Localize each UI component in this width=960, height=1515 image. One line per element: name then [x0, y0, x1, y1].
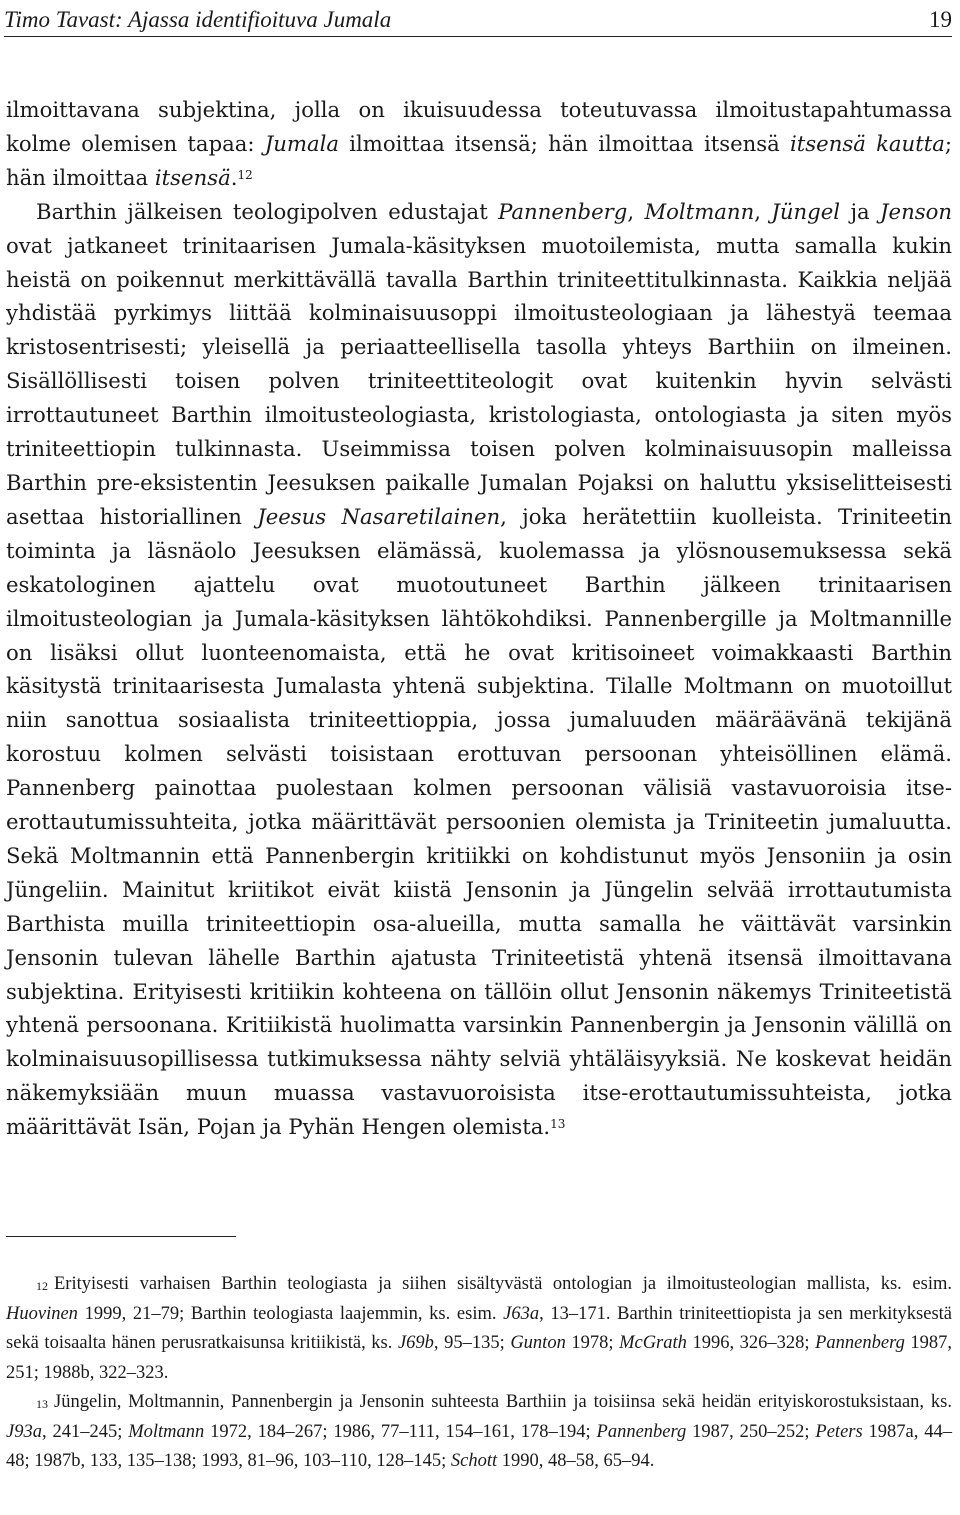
- footnotes: [6, 1270, 952, 1477]
- italic-run: Pannenberg: [498, 198, 628, 224]
- text-run: Erityisesti varhaisen Barthin teologiasta ja siihen sisältyvästä ontologian ja ilmoitusteologian mallista, ks. esim.: [54, 1274, 952, 1294]
- text-run: ; hän ilmoittaa: [6, 130, 952, 190]
- italic-run: Jüngel: [771, 198, 841, 224]
- italic-run: J93a: [6, 1421, 42, 1442]
- footnote-12: [6, 1270, 952, 1388]
- text-run: 1987, 251; 1988b, 322–323.: [6, 1333, 953, 1383]
- italic-run: Jumala: [264, 130, 340, 156]
- header-rule: [4, 36, 952, 37]
- italic-run: Schott: [450, 1451, 498, 1471]
- text-run: .: [230, 164, 238, 190]
- paragraph-1: [6, 93, 952, 195]
- text-run: 1978;: [565, 1333, 620, 1353]
- text-run: ilmoittavana subjektina, jolla on ikuisuudessa toteutuvassa ilmoitustapahtumassa kolme olemisen tapaa:: [6, 97, 952, 156]
- running-title: Timo Tavast: Ajassa identifioituva Jumala: [4, 7, 392, 32]
- text-run: 1999, 21–79; Barthin teologiasta laajemmin, ks. esim.: [77, 1303, 504, 1324]
- text-run: 1990, 48–58, 65–94.: [497, 1451, 655, 1471]
- italic-run: itsensä kautta: [790, 130, 945, 156]
- italic-run: Moltmann: [644, 198, 755, 224]
- text-run: 1972, 184–267; 1986, 77–111, 154–161, 178–194;: [204, 1421, 597, 1442]
- footnote-rule: [6, 1236, 236, 1237]
- text-run: ja: [840, 198, 881, 224]
- footnote-number: 12: [36, 1279, 48, 1293]
- text-run: , 95–135;: [433, 1333, 511, 1353]
- italic-run: McGrath: [619, 1333, 687, 1353]
- text-run: , 241–245;: [41, 1421, 129, 1442]
- text-run: Barthin jälkeisen teologipolven edustajat: [36, 198, 499, 224]
- footnote-reference-13[interactable]: 13: [550, 1117, 566, 1132]
- text-run: , 13–171. Barthin triniteettiopista ja sen merkityksestä sekä toisaalta hänen perusratkaisunsa kritiikistä, ks.: [6, 1303, 952, 1353]
- italic-run: Huovinen: [6, 1303, 78, 1324]
- text-run: ,: [754, 198, 772, 224]
- footnote-number: 13: [36, 1397, 48, 1411]
- italic-run: J69b: [397, 1333, 434, 1353]
- italic-run: Gunton: [510, 1333, 566, 1353]
- italic-run: Pannenberg: [815, 1333, 905, 1353]
- italic-run: J63a: [503, 1303, 540, 1324]
- text-run: 1987a, 44–48; 1987b, 133, 135–138; 1993, 81–96, 103–110, 128–145;: [6, 1421, 953, 1471]
- text-run: 1996, 326–328;: [686, 1333, 816, 1353]
- footnote-13: [6, 1388, 952, 1477]
- italic-run: Jenson: [880, 198, 952, 224]
- paragraph-2: [6, 195, 952, 1144]
- text-run: , joka herätettiin kuolleista. Triniteetin toiminta ja läsnäolo Jeesuksen elämässä, kuolemassa ja ylösnousemuksessa sekä eskatologinen ajattelu ovat muotoutuneet Barthin jälkeen trinitaarisen ilmoitusteologian ja Jumala-käsityksen lähtökohdiksi. Pannenbergille ja Moltmannille on lisäksi ollut luonteenomaista, että he ovat kritisoineet voimakkaasti Barthin käsitystä trinitaarisesta Jumalasta yhtenä subjektina. Tilalle Moltmann on muotoillut niin sanottua sosiaalista triniteettioppia, jossa jumaluuden määräävänä tekijänä korostuu kolmen selvästi toisistaan erottuvan persoonan yhteisöllinen elämä. Pannenberg painottaa puolestaan kolmen persoonan välisiä vastavuoroisia itse-erottautumissuhteita, jotka määrittävät persoonien olemista ja Triniteetin jumaluutta. Sekä Moltmannin että Pannenbergin kritiikki on kohdistunut myös Jensoniin ja osin Jüngeliin. Mainitut kriitikot eivät kiistä Jensonin ja Jüngelin selvää irrottautumista Barthista muilla triniteettiopin osa-alueilla, mutta samalla he väittävät varsinkin Jensonin tulevan lähelle Barthin ajatusta Triniteetistä yhtenä itsensä ilmoittavana subjektina. Erityisesti kritiikin kohteena on tällöin ollut Jensonin näkemys Triniteetistä yhtenä persoonana. Kritiikistä huolimatta varsinkin Pannenbergin ja Jensonin välillä on kolminaisuusopillisessa tutkimuksessa nähty selviä yhtäläisyyksiä. Ne koskevat heidän näkemyksiään muun muassa vastavuoroisista itse-erottautumissuhteista, jotka määrittävät Isän, Pojan ja Pyhän Hengen olemista.: [6, 503, 952, 1140]
- page-number: 19: [929, 7, 952, 32]
- italic-run: Peters: [815, 1421, 863, 1442]
- italic-run: Jeesus Nasaretilainen: [257, 503, 501, 529]
- italic-run: Moltmann: [128, 1421, 205, 1442]
- main-text: [6, 93, 952, 1144]
- text-run: ilmoittaa itsensä; hän ilmoittaa itsensä: [339, 130, 791, 156]
- text-run: 1987, 250–252;: [686, 1421, 816, 1442]
- text-run: ovat jatkaneet trinitaarisen Jumala-käsityksen muotoilemista, mutta samalla kukin heistä on poikennut merkittävällä tavalla Barthin triniteettitulkinnasta. Kaikkia neljää yhdistää pyrkimys liittää kolminaisuusoppi ilmoitusteologiaan ja lähestyä teemaa kristosentrisesti; yleisellä ja periaatteellisella tasolla yhteys Barthiin on ilmeinen. Sisällöllisesti toisen polven triniteettiteologit ovat kuitenkin hyvin selvästi irrottautuneet Barthin ilmoitusteologiasta, kristologiasta, ontologiasta ja siten myös triniteettiopin tulkinnasta. Useimmissa toisen polven kolminaisuusopin malleissa Barthin pre-eksistentin Jeesuksen paikalle Jumalan Pojaksi on haluttu yksiselitteisesti asettaa historiallinen: [6, 232, 952, 529]
- running-header: [4, 0, 952, 34]
- text-run: ,: [627, 198, 645, 224]
- footnote-reference-12[interactable]: 12: [237, 167, 253, 182]
- italic-run: Pannenberg: [596, 1421, 687, 1442]
- text-run: Jüngelin, Moltmannin, Pannenbergin ja Jensonin suhteesta Barthiin ja toisiinsa sekä heidän erityiskorostuksistaan, ks.: [54, 1392, 952, 1412]
- italic-run: itsensä: [154, 164, 231, 190]
